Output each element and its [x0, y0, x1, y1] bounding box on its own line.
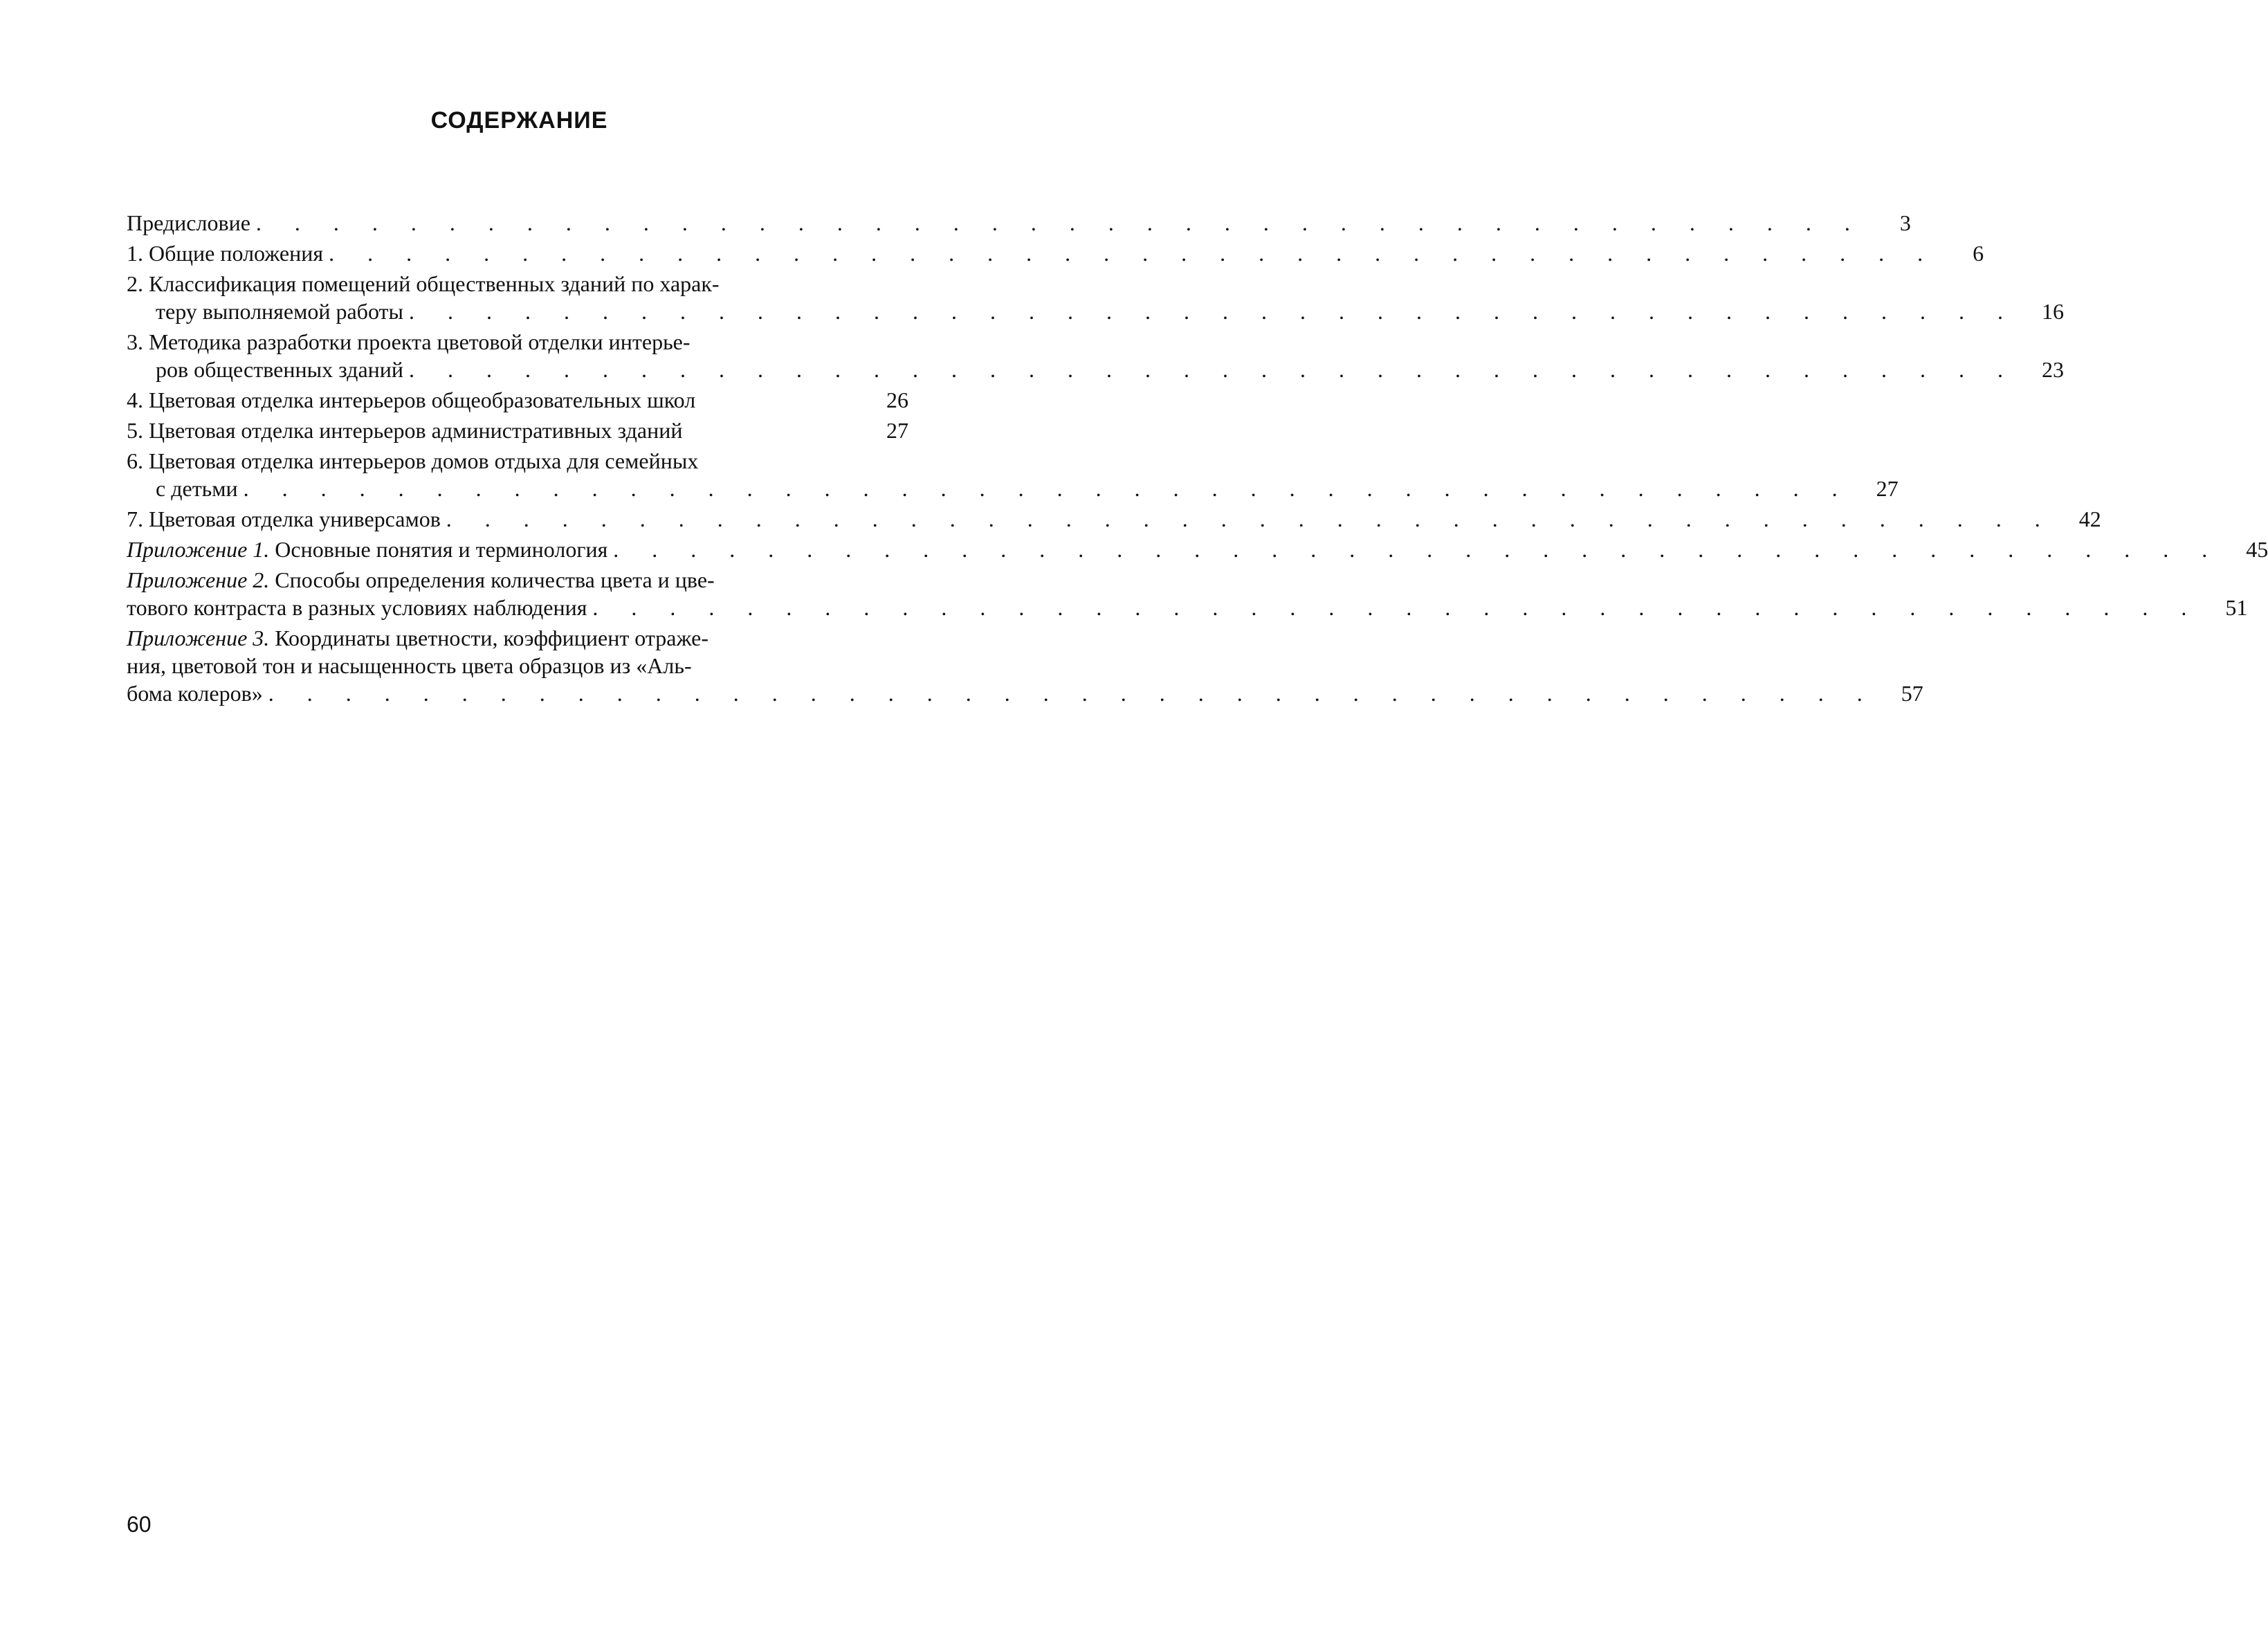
toc-entry-title: 2. Классификация помещений общественных зданий по харак-: [127, 271, 720, 296]
page-number: 60: [127, 1512, 152, 1537]
toc-entry-title: Координаты цветности, коэффициент отраже-: [269, 625, 708, 650]
toc-entry-title: 4. Цветовая отделка интерьеров общеобразовательных школ: [127, 387, 696, 412]
toc-entry-title: Основные понятия и терминология: [269, 537, 608, 562]
toc-entry-title-cont: ров общественных зданий: [156, 357, 404, 382]
toc-page-number: 51: [2225, 595, 2248, 620]
toc-page-number: 42: [2078, 506, 2101, 531]
toc-page-number: 45: [2246, 537, 2268, 562]
toc-entry-title-cont: бома колеров»: [127, 681, 263, 706]
table-of-contents: [127, 209, 2268, 710]
toc-entry-title: 3. Методика разработки проекта цветовой отделки интерье-: [127, 329, 691, 354]
toc-entry-title: 7. Цветовая отделка универсамов: [127, 506, 441, 531]
toc-entry-preface: [127, 209, 1911, 237]
toc-entry-7: [127, 505, 2101, 533]
toc-entry-title: 1. Общие положения: [127, 241, 324, 266]
toc-page-number: 3: [1899, 210, 1911, 235]
toc-entry-6: [127, 447, 1899, 502]
dot-leader: . . . . . . . . . . . . . . . . . . . . . . . . . . . . . . . . . . . . . . . . . .: [329, 241, 1937, 266]
toc-entry-1: [127, 239, 1984, 267]
toc-entry-title: Способы определения количества цвета и цве-: [269, 567, 715, 592]
appendix-label: Приложение 1.: [127, 537, 270, 562]
toc-entry-appendix-3: [127, 624, 1923, 707]
dot-leader: . . . . . . . . . . . . . . . . . . . . . . . . . . . . . . . . . . . . . . . . . .: [268, 681, 1876, 706]
toc-page-number: 26: [886, 387, 908, 412]
toc-entry-5: [127, 417, 908, 444]
toc-entry-title: 5. Цветовая отделка интерьеров административных зданий: [127, 418, 683, 443]
page-title: СОДЕРЖАНИЕ: [430, 107, 608, 134]
toc-entry-title: Предисловие: [127, 210, 250, 235]
toc-page-number: 16: [2042, 299, 2065, 324]
toc-entry-3: [127, 328, 2065, 383]
toc-page-number: 57: [1901, 681, 1923, 706]
toc-page-number: 6: [1973, 241, 1984, 266]
toc-entry-title-cont: тового контраста в разных условиях наблюдения: [127, 595, 587, 620]
toc-entry-4: [127, 386, 908, 414]
toc-page-number: 27: [1876, 476, 1899, 501]
toc-entry-appendix-1: [127, 536, 2268, 563]
dot-leader: . . . . . . . . . . . . . . . . . . . . . . . . . . . . . . . . . . . . . . . . . .: [592, 595, 2201, 620]
toc-entry-title-cont: теру выполняемой работы: [156, 299, 404, 324]
toc-entry-title-cont: с детьми: [156, 476, 238, 501]
dot-leader: . . . . . . . . . . . . . . . . . . . . . . . . . . . . . . . . . . . . . . . . . .: [409, 357, 2018, 382]
toc-entry-appendix-2: [127, 566, 2248, 621]
dot-leader: . . . . . . . . . . . . . . . . . . . . . . . . . . . . . . . . . . . . . . . . . .: [243, 476, 1851, 501]
dot-leader: . . . . . . . . . . . . . . . . . . . . . . . . . . . . . . . . . . . . . . . . . .: [446, 506, 2054, 531]
toc-entry-title-cont: ния, цветовой тон и насыщенность цвета образцов из «Аль-: [127, 653, 692, 678]
appendix-label: Приложение 3.: [127, 625, 270, 650]
toc-entry-title: 6. Цветовая отделка интерьеров домов отдыха для семейных: [127, 448, 699, 473]
dot-leader: . . . . . . . . . . . . . . . . . . . . . . . . . . . . . . . . . . . . . . . . . .: [409, 299, 2018, 324]
dot-leader: . . . . . . . . . . . . . . . . . . . . . . . . . . . . . . . . . . . . . . . . . .: [613, 537, 2222, 562]
appendix-label: Приложение 2.: [127, 567, 270, 592]
dot-leader: . . . . . . . . . . . . . . . . . . . . . . . . . . . . . . . . . . . . . . . . . .: [255, 210, 1864, 235]
toc-page-number: 27: [886, 418, 908, 443]
toc-entry-2: [127, 270, 2065, 325]
toc-page-number: 23: [2042, 357, 2065, 382]
